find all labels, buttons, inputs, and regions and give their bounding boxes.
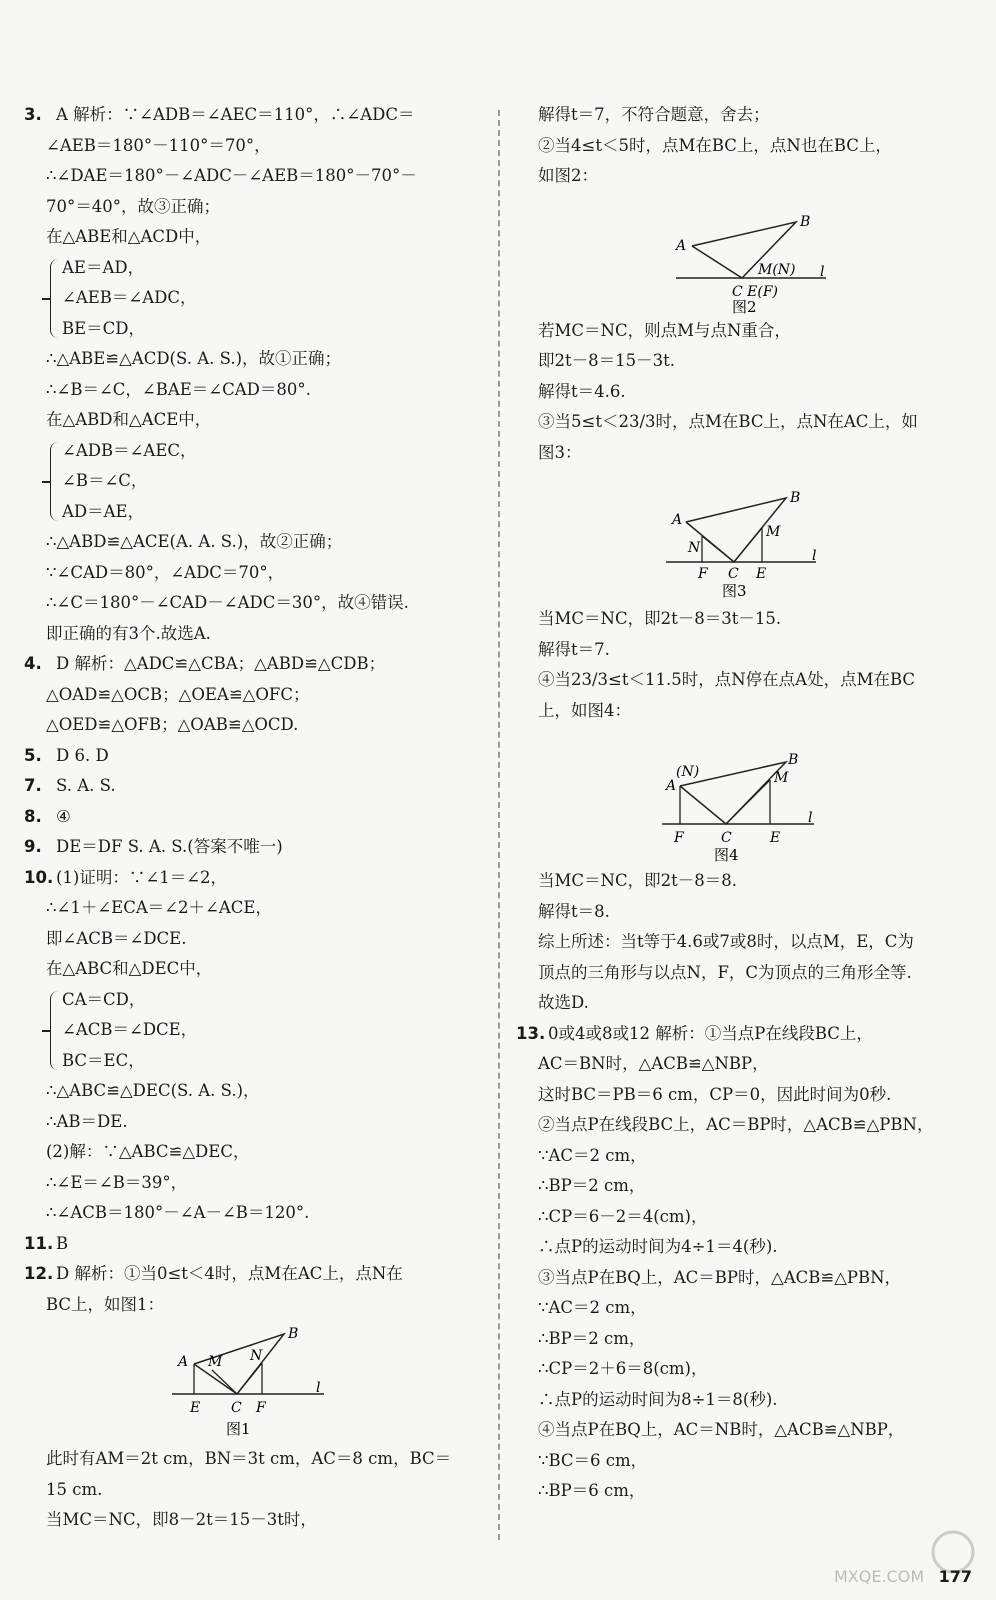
brace-condition: AE＝AD， (62, 257, 145, 277)
text-line (516, 1476, 986, 1507)
line-text: 解得t＝8. (538, 901, 610, 921)
line-text: 在△ABE和△ACD中， (46, 227, 212, 246)
text-line (516, 897, 986, 928)
watermark-text: MXQE.COM (834, 1567, 925, 1586)
text-line (516, 1263, 986, 1294)
column-divider (498, 110, 500, 1540)
question-number: 12. (24, 1264, 54, 1283)
text-line (24, 954, 494, 985)
line-text: ∠AEB＝180°－110°＝70°， (46, 135, 271, 155)
line-text: ∴∠1＋∠ECA＝∠2＋∠ACE， (46, 898, 272, 917)
text-line (516, 1232, 986, 1263)
fig4-label-e: E (770, 830, 781, 846)
fig4-label-f: F (674, 830, 684, 846)
line-text: 即正确的有3个.故选A. (46, 623, 211, 643)
text-line (24, 710, 494, 741)
line-text: ∴∠E＝∠B＝39°， (46, 1172, 188, 1192)
line-text: △OED≌△OFB；△OAB≌△OCD. (46, 715, 299, 734)
line-text: 70°＝40°，故③正确； (46, 196, 220, 216)
line-text: 15 cm. (46, 1479, 103, 1499)
text-line (24, 100, 494, 131)
figure-2 (516, 196, 986, 314)
line-text: 故选D. (538, 993, 589, 1012)
text-line (516, 696, 986, 727)
brace-condition: CA＝CD， (62, 989, 146, 1009)
fig4-label-a: A (666, 778, 677, 794)
right-column (516, 100, 986, 1507)
text-line (24, 1168, 494, 1199)
fig1-caption: 图1 (226, 1420, 251, 1438)
text-line (24, 1475, 494, 1506)
text-line (516, 316, 986, 347)
text-line (516, 377, 986, 408)
text-line (24, 344, 494, 375)
line-text: 当MC＝NC，即8－2t＝15－3t时， (46, 1510, 317, 1529)
line-text: ∵∠CAD＝80°，∠ADC＝70°， (46, 562, 285, 582)
text-line (24, 1259, 494, 1290)
fig1-label-a: A (178, 1354, 189, 1370)
text-line (516, 866, 986, 897)
fig1-label-n: N (250, 1348, 263, 1364)
line-text: DE＝DF S. A. S.(答案不唯一) (56, 837, 283, 856)
line-text: ∴∠DAE＝180°－∠ADC－∠AEB＝180°－70°－ (46, 166, 417, 185)
page-number: 177 (938, 1567, 972, 1586)
fig3-label-a: A (672, 512, 683, 528)
line-text: 即∠ACB＝∠DCE. (46, 928, 187, 948)
text-line (516, 927, 986, 958)
fig4-caption: 图4 (714, 846, 739, 864)
line-text: ∴点P的运动时间为8÷1＝8(秒). (538, 1389, 778, 1409)
line-text: ④当23/3≤t＜11.5时，点N停在点A处，点M在BC (538, 670, 916, 689)
text-line (516, 346, 986, 377)
text-line (24, 741, 494, 772)
fig1-label-l: l (316, 1380, 321, 1396)
text-line (24, 375, 494, 406)
text-line (516, 1171, 986, 1202)
text-line (24, 405, 494, 436)
line-text: 当MC＝NC，即2t－8＝3t－15. (538, 609, 782, 628)
line-text: △OAD≌△OCB；△OEA≌△OFC； (46, 684, 310, 704)
text-line (24, 1290, 494, 1321)
question-number: 9. (24, 837, 42, 856)
text-line (24, 1137, 494, 1168)
line-text: ∴△ABD≌△ACE(A. A. S.)，故②正确； (46, 532, 343, 551)
fig1-label-m: M (208, 1354, 223, 1370)
line-text: ∴∠ACB＝180°－∠A－∠B＝120°. (46, 1203, 310, 1222)
fig3-label-b: B (790, 490, 801, 506)
fig2-label-mn: M(N) (758, 261, 796, 278)
question-number: 13. (516, 1023, 546, 1043)
condition-brace (24, 436, 494, 528)
line-text: 即2t－8＝15－3t. (538, 351, 675, 370)
text-line (516, 407, 986, 438)
text-line (24, 680, 494, 711)
text-line (516, 1202, 986, 1233)
question-number: 10. (24, 867, 54, 887)
line-text: ④当点P在BQ上，AC＝NB时，△ACB≌△NBP， (538, 1420, 905, 1439)
question-number: 5. (24, 745, 42, 765)
text-line (516, 1354, 986, 1385)
text-line (24, 619, 494, 650)
text-line (516, 958, 986, 989)
brace-condition: ∠B＝∠C， (62, 471, 148, 490)
line-text: ∴∠C＝180°－∠CAD－∠ADC＝30°，故④错误. (46, 593, 409, 612)
figure-1 (24, 1324, 494, 1442)
line-text: 顶点的三角形与以点N，F，C为顶点的三角形全等. (538, 962, 912, 982)
line-text: 上，如图4： (538, 700, 631, 720)
text-line (516, 1415, 986, 1446)
fig4-label-l: l (808, 810, 813, 826)
line-text: ∴CP＝2＋6＝8(cm)， (538, 1359, 708, 1378)
line-text: B (56, 1233, 69, 1253)
line-text: BC上，如图1： (46, 1294, 165, 1314)
text-line (516, 131, 986, 162)
text-line (24, 192, 494, 223)
fig3-label-m: M (766, 524, 781, 540)
line-text: ∴△ABC≌△DEC(S. A. S.)， (46, 1081, 260, 1100)
text-line (24, 802, 494, 833)
figure-3 (516, 472, 986, 602)
question-number: 3. (24, 105, 42, 124)
brace-condition: ∠ACB＝∠DCE， (62, 1020, 198, 1039)
line-text: ③当5≤t＜23/3时，点M在BC上，点N在AC上，如 (538, 412, 918, 431)
brace-condition: ∠ADB＝∠AEC， (62, 440, 197, 460)
line-text: ④ (56, 806, 71, 826)
text-line (516, 988, 986, 1019)
line-text: 在△ABC和△DEC中， (46, 959, 213, 978)
line-text: 0或4或8或12 解析：①当点P在线段BC上， (548, 1023, 873, 1043)
line-text: ∴点P的运动时间为4÷1＝4(秒). (538, 1237, 778, 1256)
line-text: (2)解：∵△ABC≌△DEC， (46, 1142, 250, 1161)
line-text: ∴∠B＝∠C，∠BAE＝∠CAD＝80°. (46, 379, 311, 399)
text-line (24, 222, 494, 253)
text-line (516, 1385, 986, 1416)
text-line (516, 665, 986, 696)
question-number: 4. (24, 654, 42, 673)
condition-brace (24, 253, 494, 345)
line-text: 当MC＝NC，即2t－8＝8. (538, 871, 737, 890)
text-line (24, 588, 494, 619)
line-text: S. A. S. (56, 776, 116, 795)
fig3-label-f: F (698, 566, 708, 582)
line-text: D 解析：△ADC≌△CBA；△ABD≌△CDB； (56, 654, 386, 673)
text-line (24, 771, 494, 802)
text-line (24, 527, 494, 558)
line-text: 若MC＝NC，则点M与点N重合， (538, 320, 791, 340)
line-text: AC＝BN时，△ACB≌△NBP， (538, 1054, 769, 1073)
line-text: ②当点P在线段BC上，AC＝BP时，△ACB≌△PBN， (538, 1115, 934, 1134)
fig1-label-b: B (288, 1326, 299, 1342)
fig2-label-cef: C E(F) (732, 283, 779, 300)
text-line (516, 1080, 986, 1111)
text-line (24, 1229, 494, 1260)
fig3-label-l: l (812, 548, 817, 564)
line-text: 综上所述：当t等于4.6或7或8时，以点M，E，C为 (538, 932, 914, 951)
brace-condition: BE＝CD， (62, 318, 146, 338)
text-line (516, 635, 986, 666)
text-line (24, 1198, 494, 1229)
fig4-label-n: (N) (676, 764, 700, 780)
fig3-label-e: E (756, 566, 767, 582)
text-line (516, 1446, 986, 1477)
text-line (516, 161, 986, 192)
line-text: ∴CP＝6－2＝4(cm)， (538, 1206, 708, 1226)
condition-brace (24, 985, 494, 1077)
line-text: 解得t＝7，不符合题意，舍去； (538, 105, 770, 124)
text-line (516, 1293, 986, 1324)
text-line (516, 1141, 986, 1172)
fig4-label-m: M (774, 770, 789, 786)
left-column (24, 100, 494, 1536)
line-text: ∴BP＝6 cm， (538, 1481, 646, 1500)
question-number: 11. (24, 1233, 54, 1253)
question-number: 8. (24, 806, 42, 826)
line-text: 解得t＝7. (538, 639, 610, 659)
text-line (24, 832, 494, 863)
fig2-caption: 图2 (732, 297, 757, 314)
line-text: 图3： (538, 442, 582, 462)
line-text: (1)证明：∵∠1＝∠2， (56, 867, 228, 887)
brace-condition: BC＝EC， (62, 1050, 145, 1070)
line-text: ∵AC＝2 cm， (538, 1145, 647, 1165)
line-text: 这时BC＝PB＝6 cm，CP＝0，因此时间为0秒. (538, 1084, 892, 1104)
text-line (24, 558, 494, 589)
brace-condition: ∠AEB＝∠ADC， (62, 288, 197, 307)
fig4-label-b: B (788, 752, 799, 768)
text-line (24, 131, 494, 162)
text-line (24, 863, 494, 894)
line-text: ∴BP＝2 cm， (538, 1176, 646, 1195)
text-line (24, 924, 494, 955)
line-text: ∵BC＝6 cm， (538, 1450, 648, 1470)
text-line (24, 1444, 494, 1475)
text-line (24, 1076, 494, 1107)
fig2-label-l: l (820, 263, 825, 280)
text-line (24, 893, 494, 924)
line-text: ∴BP＝2 cm， (538, 1328, 646, 1348)
line-text: 在△ABD和△ACE中， (46, 410, 212, 429)
text-line (516, 1049, 986, 1080)
text-line (516, 604, 986, 635)
line-text: D 解析：①当0≤t＜4时，点M在AC上，点N在 (56, 1264, 403, 1283)
fig2-label-b: B (800, 213, 811, 230)
line-text: D 6. D (56, 745, 109, 765)
text-line (516, 438, 986, 469)
text-line (516, 1324, 986, 1355)
line-text: 如图2： (538, 166, 598, 185)
question-number: 7. (24, 776, 42, 795)
line-text: ∵AC＝2 cm， (538, 1298, 647, 1317)
text-line (516, 1019, 986, 1050)
fig1-label-e: E (190, 1400, 201, 1416)
figure-4 (516, 730, 986, 864)
line-text: ③当点P在BQ上，AC＝BP时，△ACB≌△PBN， (538, 1267, 902, 1287)
line-text: 此时有AM＝2t cm，BN＝3t cm，AC＝8 cm，BC＝ (46, 1449, 452, 1468)
text-line (516, 1110, 986, 1141)
line-text: 解得t＝4.6. (538, 381, 626, 401)
fig1-label-f: F (256, 1400, 266, 1416)
line-text: ②当4≤t＜5时，点M在BC上，点N也在BC上， (538, 135, 892, 155)
text-line (24, 161, 494, 192)
fig3-label-c: C (728, 566, 739, 582)
fig4-label-c: C (721, 830, 732, 846)
text-line (516, 100, 986, 131)
line-text: A 解析：∵∠ADB＝∠AEC＝110°，∴∠ADC＝ (56, 105, 415, 124)
text-line (24, 1505, 494, 1536)
line-text: ∴△ABE≌△ACD(S. A. S.)，故①正确； (46, 349, 342, 368)
text-line (24, 649, 494, 680)
fig3-label-n: N (688, 540, 701, 556)
text-line (24, 1107, 494, 1138)
brace-condition: AD＝AE， (62, 501, 145, 521)
fig2-label-a: A (676, 237, 687, 254)
fig3-caption: 图3 (722, 582, 747, 600)
fig1-label-c: C (231, 1400, 242, 1416)
line-text: ∴AB＝DE. (46, 1111, 128, 1131)
